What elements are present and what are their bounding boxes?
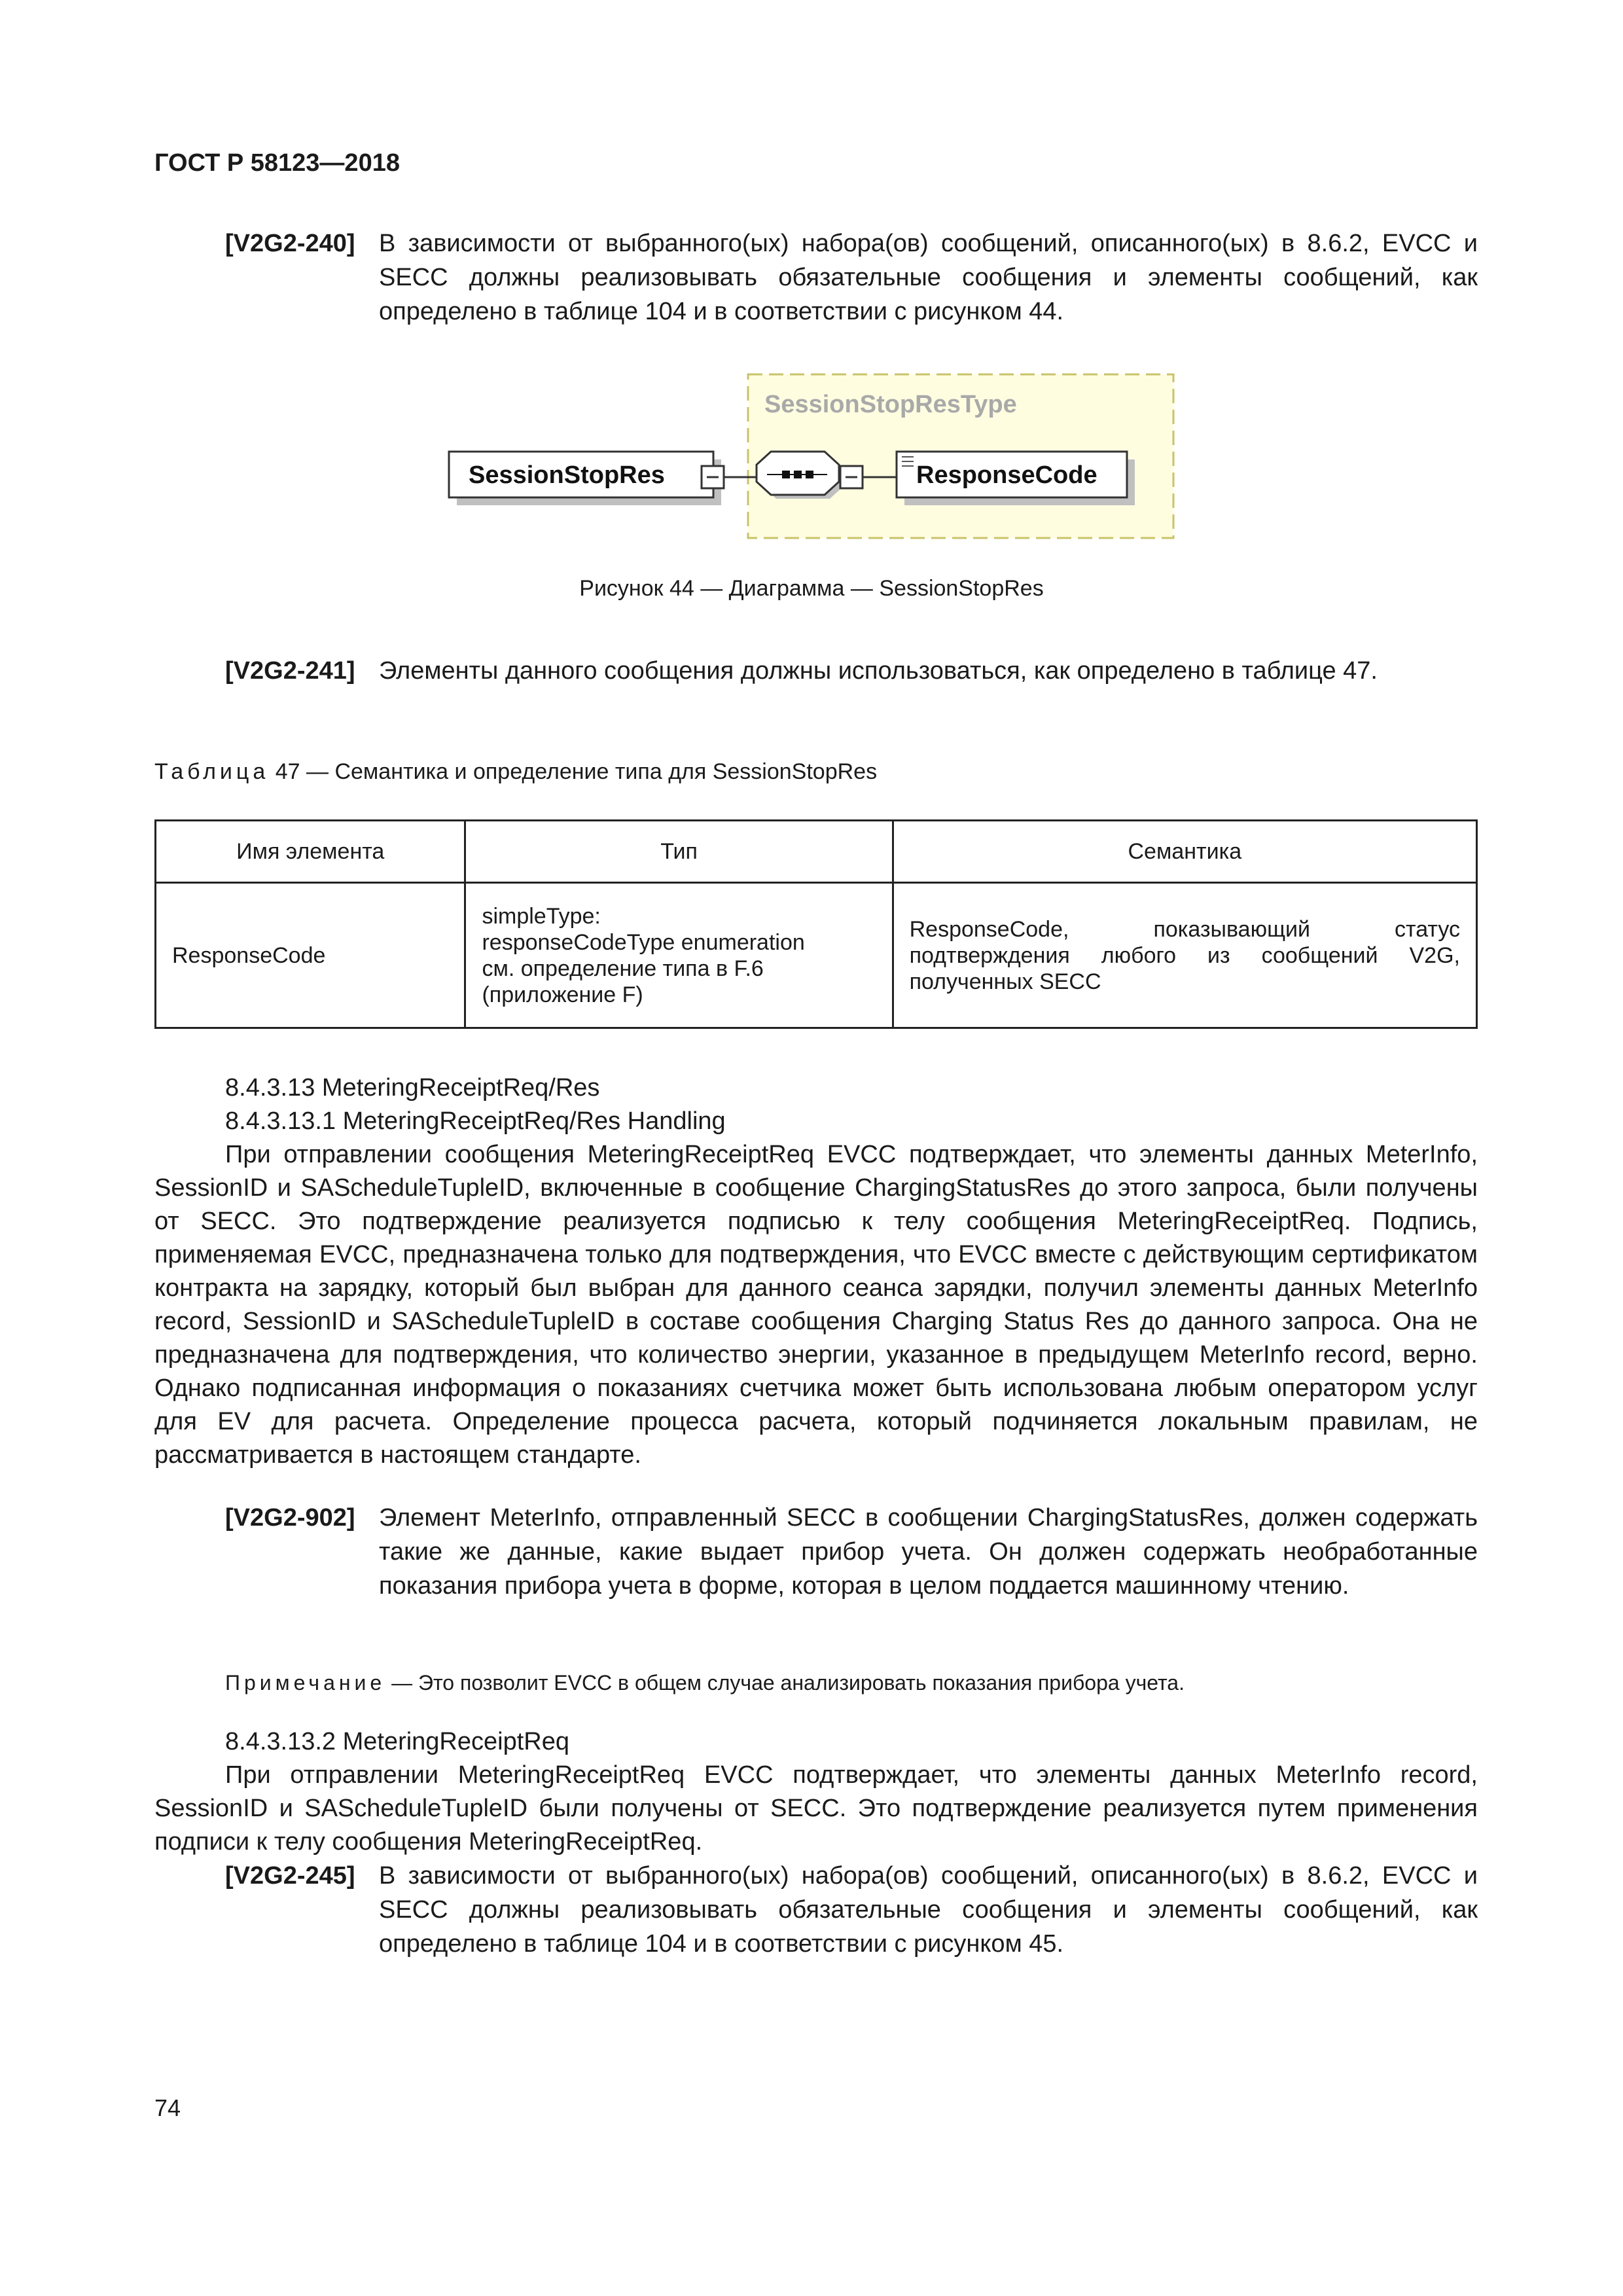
child-element-label: ResponseCode bbox=[916, 461, 1097, 489]
note-label: Примечание bbox=[225, 1671, 386, 1695]
subsection-heading: 8.4.3.13.2 MeteringReceiptReq bbox=[225, 1728, 569, 1755]
type-line: responseCodeType enumeration bbox=[482, 929, 805, 955]
type-line: см. определение типа в F.6 bbox=[482, 956, 764, 981]
requirement-tag: [V2G2-240] bbox=[225, 230, 355, 257]
semantics-table bbox=[154, 819, 1478, 1029]
type-label: SessionStopResType bbox=[764, 391, 1017, 418]
semantics-cell: ResponseCode, показывающий статус подтверждения любого из сообщений V2G, полученных SECC bbox=[893, 883, 1476, 1028]
requirement-text: В зависимости от выбранного(ых) набора(ов) сообщений, описанного(ых) в 8.6.2, EVCC и SECC должны реализовывать обязательные сообщения и элементы сообщений, как определено в таблице 104 и в соответствии с рисунком 44. bbox=[379, 230, 1478, 325]
section-body bbox=[154, 1071, 1478, 1472]
requirement-tag: [V2G2-902] bbox=[225, 1504, 355, 1532]
element-name-cell: ResponseCode bbox=[156, 883, 465, 1028]
requirement-text: В зависимости от выбранного(ых) набора(ов) сообщений, описанного(ых) в 8.6.2, EVCC и SECC должны реализовывать обязательные сообщения и элементы сообщений, как определено в таблице 104 и в соответствии с рисунком 45. bbox=[379, 1862, 1478, 1958]
requirement-241 bbox=[154, 654, 1478, 688]
table-title bbox=[154, 759, 877, 785]
note-text: — Это позволит EVCC в общем случае анализировать показания прибора учета. bbox=[385, 1671, 1185, 1695]
requirement-902 bbox=[154, 1501, 1478, 1603]
section2-paragraph: При отправлении MeteringReceiptReq EVCC подтверждает, что элементы данных MeterInfo record, SessionID и SAScheduleTupleID были получены от SECC. Это подтверждение реализуется путем применения подписи к телу сообщения MeteringReceiptReq. bbox=[154, 1761, 1478, 1856]
table-title-prefix: Таблица bbox=[154, 759, 270, 784]
section-paragraph: При отправлении сообщения MeteringReceiptReq EVCC подтверждает, что элементы данных MeterInfo, SessionID и SAScheduleTupleID, включенные в сообщение ChargingStatusRes до этого запроса, были получены от SECC. Это подтверждение реализуется подписью к телу сообщения MeteringReceiptReq. Подпись, применяемая EVCC, предназначена только для подтверждения, что EVCC вместе с действующим сертификатом контракта на зарядку, который был выбран для данного сеанса зарядки, получил элементы данных MeterInfo record, SessionID и SAScheduleTupleID в составе сообщения Charging Status Res до данного запроса. Она не предназначена для подтверждения, что количество энергии, указанное в предыдущем MeterInfo record, верно. Однако подписанная информация о показаниях счетчика может быть использована любым оператором услуг для EV для расчета. Определение процесса расчета, который подчиняется локальным правилам, не рассматривается в настоящем стандарте. bbox=[154, 1141, 1478, 1469]
requirement-245 bbox=[154, 1859, 1478, 1961]
type-line: simpleType: bbox=[482, 903, 601, 929]
requirement-tag: [V2G2-245] bbox=[225, 1862, 355, 1890]
figure-caption: Рисунок 44 — Диаграмма — SessionStopRes bbox=[579, 576, 1044, 601]
section2-body bbox=[154, 1725, 1478, 1859]
subsection-heading: 8.4.3.13.1 MeteringReceiptReq/Res Handling bbox=[225, 1107, 726, 1135]
session-stop-res-diagram bbox=[0, 0, 1623, 589]
section-heading: 8.4.3.13 MeteringReceiptReq/Res bbox=[225, 1074, 600, 1102]
type-line: (приложение F) bbox=[482, 982, 643, 1007]
requirement-text: Элементы данного сообщения должны использоваться, как определено в таблице 47. bbox=[379, 657, 1378, 685]
table-header-cell: Имя элемента bbox=[156, 821, 465, 883]
table-title-text: 47 — Семантика и определение типа для SessionStopRes bbox=[269, 759, 878, 784]
document-header: ГОСТ Р 58123—2018 bbox=[154, 149, 400, 177]
table-header-cell: Тип bbox=[465, 821, 893, 883]
table-header-cell: Семантика bbox=[893, 821, 1476, 883]
table-header-row bbox=[156, 821, 1477, 883]
type-cell bbox=[465, 883, 893, 1028]
table-row bbox=[156, 883, 1477, 1028]
note bbox=[225, 1671, 1185, 1695]
page-number: 74 bbox=[154, 2094, 181, 2121]
requirement-tag: [V2G2-241] bbox=[225, 657, 355, 685]
root-element-label: SessionStopRes bbox=[469, 461, 665, 489]
requirement-text: Элемент MeterInfo, отправленный SECC в сообщении ChargingStatusRes, должен содержать такие же данные, какие выдает прибор учета. Он должен содержать необработанные показания прибора учета в форме, которая в целом поддается машинному чтению. bbox=[379, 1504, 1478, 1600]
